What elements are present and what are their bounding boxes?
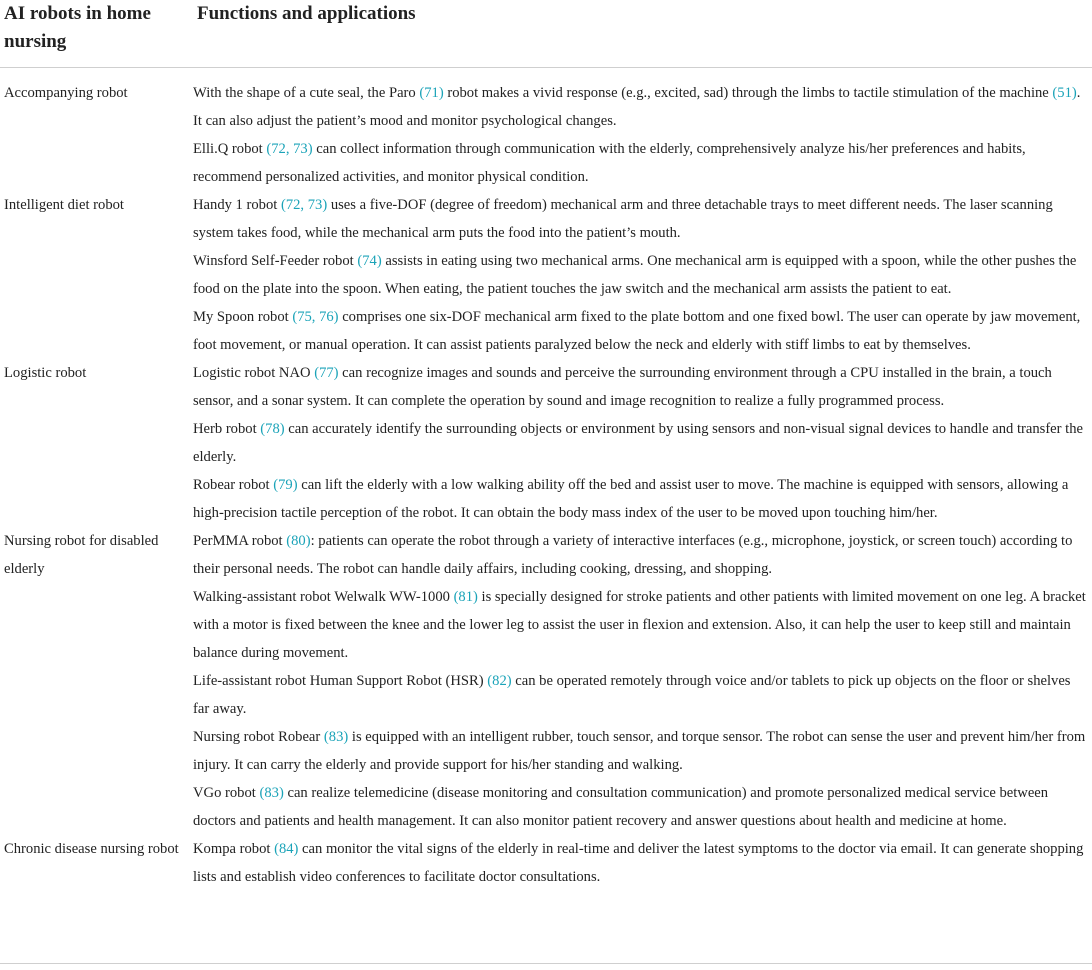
- function-entry: [193, 583, 1088, 667]
- function-entry: [193, 191, 1088, 247]
- entry-text: Elli.Q robot: [193, 141, 267, 157]
- entry-text: can accurately identify the surrounding objects or environment by using sensors and non-visual signal devices to handle and transfer the elderly.: [193, 421, 1083, 465]
- reference-link[interactable]: (72, 73): [280, 197, 328, 213]
- function-entry: [193, 303, 1088, 359]
- functions-cell: [193, 835, 1088, 891]
- table-row: [0, 835, 1092, 891]
- entry-text: uses a five-DOF (degree of freedom) mechanical arm and three detachable trays to meet different needs. The laser scanning system takes food, while the mechanical arm puts the food into the patient’s mouth.: [193, 197, 1053, 241]
- robot-category: Nursing robot for disabled elderly: [4, 533, 159, 577]
- function-entry: [193, 779, 1088, 835]
- reference-link[interactable]: (80): [286, 533, 311, 549]
- function-entry: [193, 247, 1088, 303]
- reference-link[interactable]: (82): [487, 673, 512, 689]
- robot-category: Chronic disease nursing robot: [4, 841, 179, 857]
- function-entry: [193, 835, 1088, 891]
- table-body: [0, 68, 1092, 891]
- entry-text: My Spoon robot: [193, 309, 293, 325]
- table-row: [0, 527, 1092, 835]
- entry-text: can collect information through communication with the elderly, comprehensively analyze his/her preferences and habits, recommend personalized activities, and monitor physical condition.: [193, 141, 1026, 185]
- entry-text: Kompa robot: [193, 841, 275, 857]
- entry-text: : patients can operate the robot through a variety of interactive interfaces (e.g., microphone, joystick, or screen touch) according to their personal needs. The robot can handle daily affairs, including cooking, dressing, and shopping.: [193, 533, 1073, 577]
- functions-cell: [193, 191, 1088, 359]
- entry-text: Robear robot: [193, 477, 274, 493]
- reference-link[interactable]: (79): [273, 477, 298, 493]
- reference-link[interactable]: (84): [274, 841, 299, 857]
- entry-text: is equipped with an intelligent rubber, touch sensor, and torque sensor. The robot can sense the user and prevent him/her from injury. It can carry the elderly and provide support for his/her standing and walking.: [193, 729, 1086, 773]
- reference-link[interactable]: (78): [260, 421, 285, 437]
- function-entry: [193, 527, 1088, 583]
- entry-text: can recognize images and sounds and perceive the surrounding environment through a CPU installed in the brain, a touch sensor, and a sonar system. It can complete the operation by sound and image recognition to realize a fully programmed process.: [193, 365, 1052, 409]
- entry-text: Nursing robot Robear: [193, 729, 324, 745]
- reference-link[interactable]: (71): [419, 85, 444, 101]
- function-entry: [193, 471, 1088, 527]
- entry-text: comprises one six-DOF mechanical arm fixed to the plate bottom and one fixed bowl. The user can operate by jaw movement, foot movement, or manual operation. It can assist patients paralyzed below the neck and elderly with stiff limbs to eat by themselves.: [193, 309, 1081, 353]
- reference-link[interactable]: (74): [357, 253, 382, 269]
- header-robot-type: AI robots in home nursing: [4, 3, 151, 52]
- function-entry: [193, 723, 1088, 779]
- reference-link[interactable]: (72, 73): [266, 141, 313, 157]
- table-header: [0, 0, 1092, 68]
- reference-link[interactable]: (75, 76): [292, 309, 339, 325]
- entry-text: With the shape of a cute seal, the Paro: [193, 85, 420, 101]
- entry-text: Handy 1 robot: [193, 197, 281, 213]
- entry-text: Life-assistant robot Human Support Robot (HSR): [193, 673, 488, 689]
- robot-category: Intelligent diet robot: [4, 197, 124, 213]
- entry-text: Walking-assistant robot Welwalk WW-1000: [193, 589, 454, 605]
- entry-text: is specially designed for stroke patients and other patients with limited movement on one leg. A bracket with a motor is fixed between the knee and the lower leg to assist the user in flexion and extension. Also, it can help the user to keep still and maintain balance during movement.: [193, 589, 1086, 661]
- header-functions: Functions and applications: [197, 3, 416, 24]
- entry-text: assists in eating using two mechanical arms. One mechanical arm is equipped with a spoon, while the other pushes the food on the plate into the spoon. When eating, the patient touches the jaw switch and the mechanical arm assists the patient to eat.: [193, 253, 1077, 297]
- entry-text: Winsford Self-Feeder robot: [193, 253, 358, 269]
- function-entry: [193, 79, 1088, 135]
- reference-link[interactable]: (83): [323, 729, 349, 745]
- table-row: [0, 359, 1092, 527]
- reference-link[interactable]: (83): [259, 785, 284, 801]
- entry-text: Logistic robot NAO: [193, 365, 315, 381]
- table-row: [0, 191, 1092, 359]
- reference-link[interactable]: (51): [1052, 85, 1077, 101]
- functions-cell: [193, 359, 1088, 527]
- entry-text: Herb robot: [193, 421, 261, 437]
- functions-cell: [193, 527, 1088, 835]
- entry-text: can be operated remotely through voice and/or tablets to pick up objects on the floor or shelves far away.: [193, 673, 1071, 717]
- reference-link[interactable]: (77): [314, 365, 339, 381]
- function-entry: [193, 667, 1088, 723]
- table-bottom-rule: [0, 963, 1092, 964]
- function-entry: [193, 135, 1088, 191]
- entry-text: can monitor the vital signs of the elderly in real-time and deliver the latest symptoms to the doctor via email. It can generate shopping lists and establish video conferences to facilitate doctor consultations.: [193, 841, 1084, 885]
- entry-text: PerMMA robot: [193, 533, 287, 549]
- entry-text: can lift the elderly with a low walking ability off the bed and assist user to move. The machine is equipped with sensors, allowing a high-precision tactile perception of the robot. It can obtain the body mass index of the user to be moved upon touching him/her.: [193, 477, 1069, 521]
- entry-text: can realize telemedicine (disease monitoring and consultation communication) and promote personalized medical service between doctors and patients and health management. It can also monitor patient recovery and answer questions about health and medicine at home.: [193, 785, 1049, 829]
- table-row: [0, 79, 1092, 191]
- entry-text: . It can also adjust the patient’s mood and monitor psychological changes.: [193, 85, 1081, 129]
- function-entry: [193, 359, 1088, 415]
- function-entry: [193, 415, 1088, 471]
- functions-cell: [193, 79, 1088, 191]
- reference-link[interactable]: (81): [453, 589, 478, 605]
- robot-category: Accompanying robot: [4, 85, 128, 101]
- entry-text: robot makes a vivid response (e.g., excited, sad) through the limbs to tactile stimulation of the machine: [443, 85, 1053, 101]
- entry-text: VGo robot: [193, 785, 260, 801]
- robot-category: Logistic robot: [4, 365, 87, 381]
